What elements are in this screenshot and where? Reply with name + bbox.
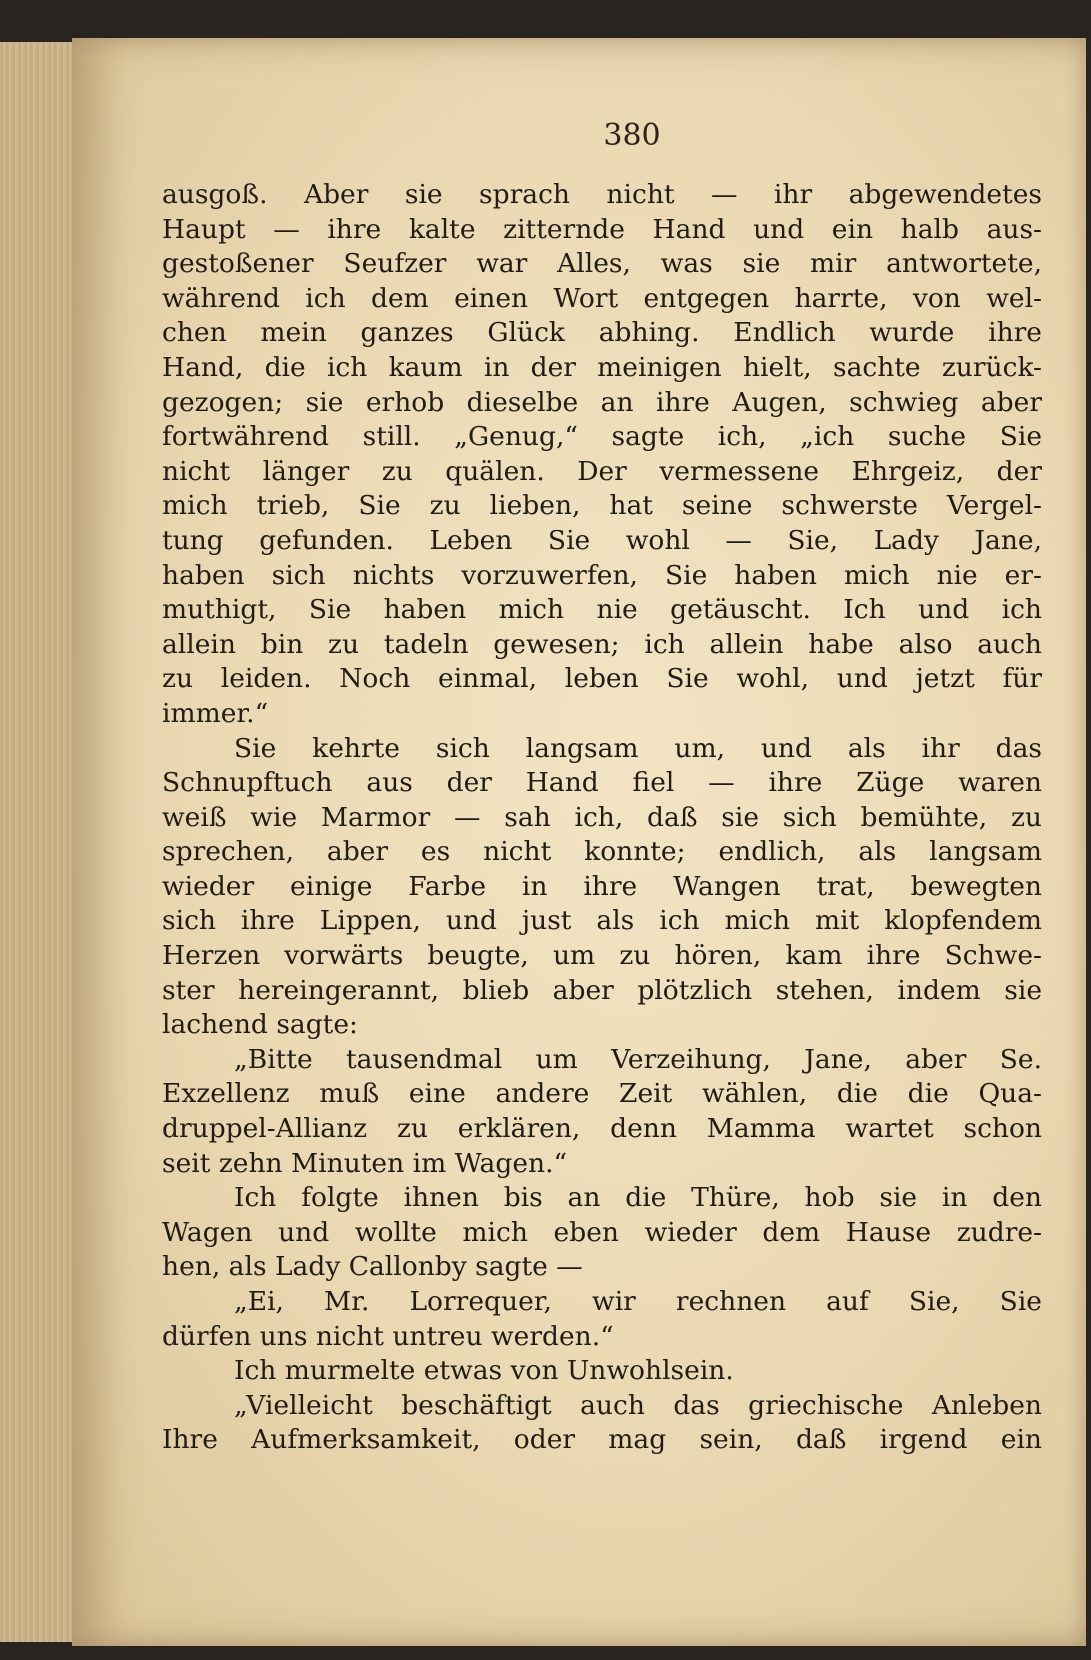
page-number: 380 xyxy=(603,118,661,153)
text-line: Ich folgte ihnen bis an die Thüre, hob sie in den xyxy=(234,1182,1042,1214)
page-edges xyxy=(0,42,80,1642)
text-line: seit zehn Minuten im Wagen.“ xyxy=(162,1147,568,1179)
text-line: Herzen vorwärts beugte, um zu hören, kam ihre Schwe- xyxy=(162,940,1042,972)
text-line: lachend sagte: xyxy=(162,1009,358,1041)
text-line: nicht länger zu quälen. Der vermessene Ehrgeiz, der xyxy=(162,455,1042,487)
text-line: Exzellenz muß eine andere Zeit wählen, die die Qua- xyxy=(162,1078,1042,1110)
text-line: gezogen; sie erhob dieselbe an ihre Augen, schwieg aber xyxy=(162,386,1042,418)
text-line: Schnupftuch aus der Hand fiel — ihre Züge waren xyxy=(162,767,1042,799)
text-line: ausgoß. Aber sie sprach nicht — ihr abgewendetes xyxy=(162,179,1042,210)
text-line: weiß wie Marmor — sah ich, daß sie sich bemühte, zu xyxy=(162,801,1042,833)
text-line: sich ihre Lippen, und just als ich mich mit klopfendem xyxy=(162,905,1042,937)
text-line: während ich dem einen Wort entgegen harrte, von wel- xyxy=(162,282,1042,314)
text-line: Hand, die ich kaum in der meinigen hielt, sachte zurück- xyxy=(162,351,1042,383)
text-line: „Bitte tausendmal um Verzeihung, Jane, aber Se. xyxy=(234,1043,1042,1075)
text-line: haben sich nichts vorzuwerfen, Sie haben mich nie er- xyxy=(162,559,1042,591)
text-line: allein bin zu tadeln gewesen; ich allein habe also auch xyxy=(162,628,1042,660)
text-line: hen, als Lady Callonby sagte — xyxy=(162,1251,583,1283)
text-line: immer.“ xyxy=(162,697,269,729)
text-line: Ich murmelte etwas von Unwohlsein. xyxy=(234,1355,734,1387)
body-text xyxy=(162,178,1042,1458)
text-line: zu leiden. Noch einmal, leben Sie wohl, und jetzt für xyxy=(162,663,1042,695)
book-page xyxy=(72,38,1086,1646)
text-line: dürfen uns nicht untreu werden.“ xyxy=(162,1320,614,1352)
text-line: ster hereingerannt, blieb aber plötzlich stehen, indem sie xyxy=(162,974,1042,1006)
text-line: fortwährend still. „Genug,“ sagte ich, „ich suche Sie xyxy=(162,421,1042,453)
text-line: Haupt — ihre kalte zitternde Hand und ein halb aus- xyxy=(162,213,1042,245)
text-line: Ihre Aufmerksamkeit, oder mag sein, daß irgend ein xyxy=(162,1424,1042,1456)
text-line: Wagen und wollte mich eben wieder dem Hause zudre- xyxy=(162,1216,1042,1248)
text-line: gestoßener Seufzer war Alles, was sie mir antwortete, xyxy=(162,248,1042,280)
text-line: chen mein ganzes Glück abhing. Endlich wurde ihre xyxy=(162,317,1042,349)
text-line: Sie kehrte sich langsam um, und als ihr das xyxy=(234,732,1042,764)
text-line: druppel-Allianz zu erklären, denn Mamma wartet schon xyxy=(162,1113,1042,1145)
text-line: sprechen, aber es nicht konnte; endlich, als langsam xyxy=(162,836,1042,868)
text-line: tung gefunden. Leben Sie wohl — Sie, Lady Jane, xyxy=(162,524,1042,556)
text-line: „Ei, Mr. Lorrequer, wir rechnen auf Sie, Sie xyxy=(234,1286,1042,1317)
text-line: „Vielleicht beschäftigt auch das griechische Anleben xyxy=(234,1389,1042,1421)
text-line: wieder einige Farbe in ihre Wangen trat, bewegten xyxy=(162,870,1042,902)
text-line: mich trieb, Sie zu lieben, hat seine schwerste Vergel- xyxy=(162,490,1042,522)
text-line: muthigt, Sie haben mich nie getäuscht. Ich und ich xyxy=(162,594,1042,626)
